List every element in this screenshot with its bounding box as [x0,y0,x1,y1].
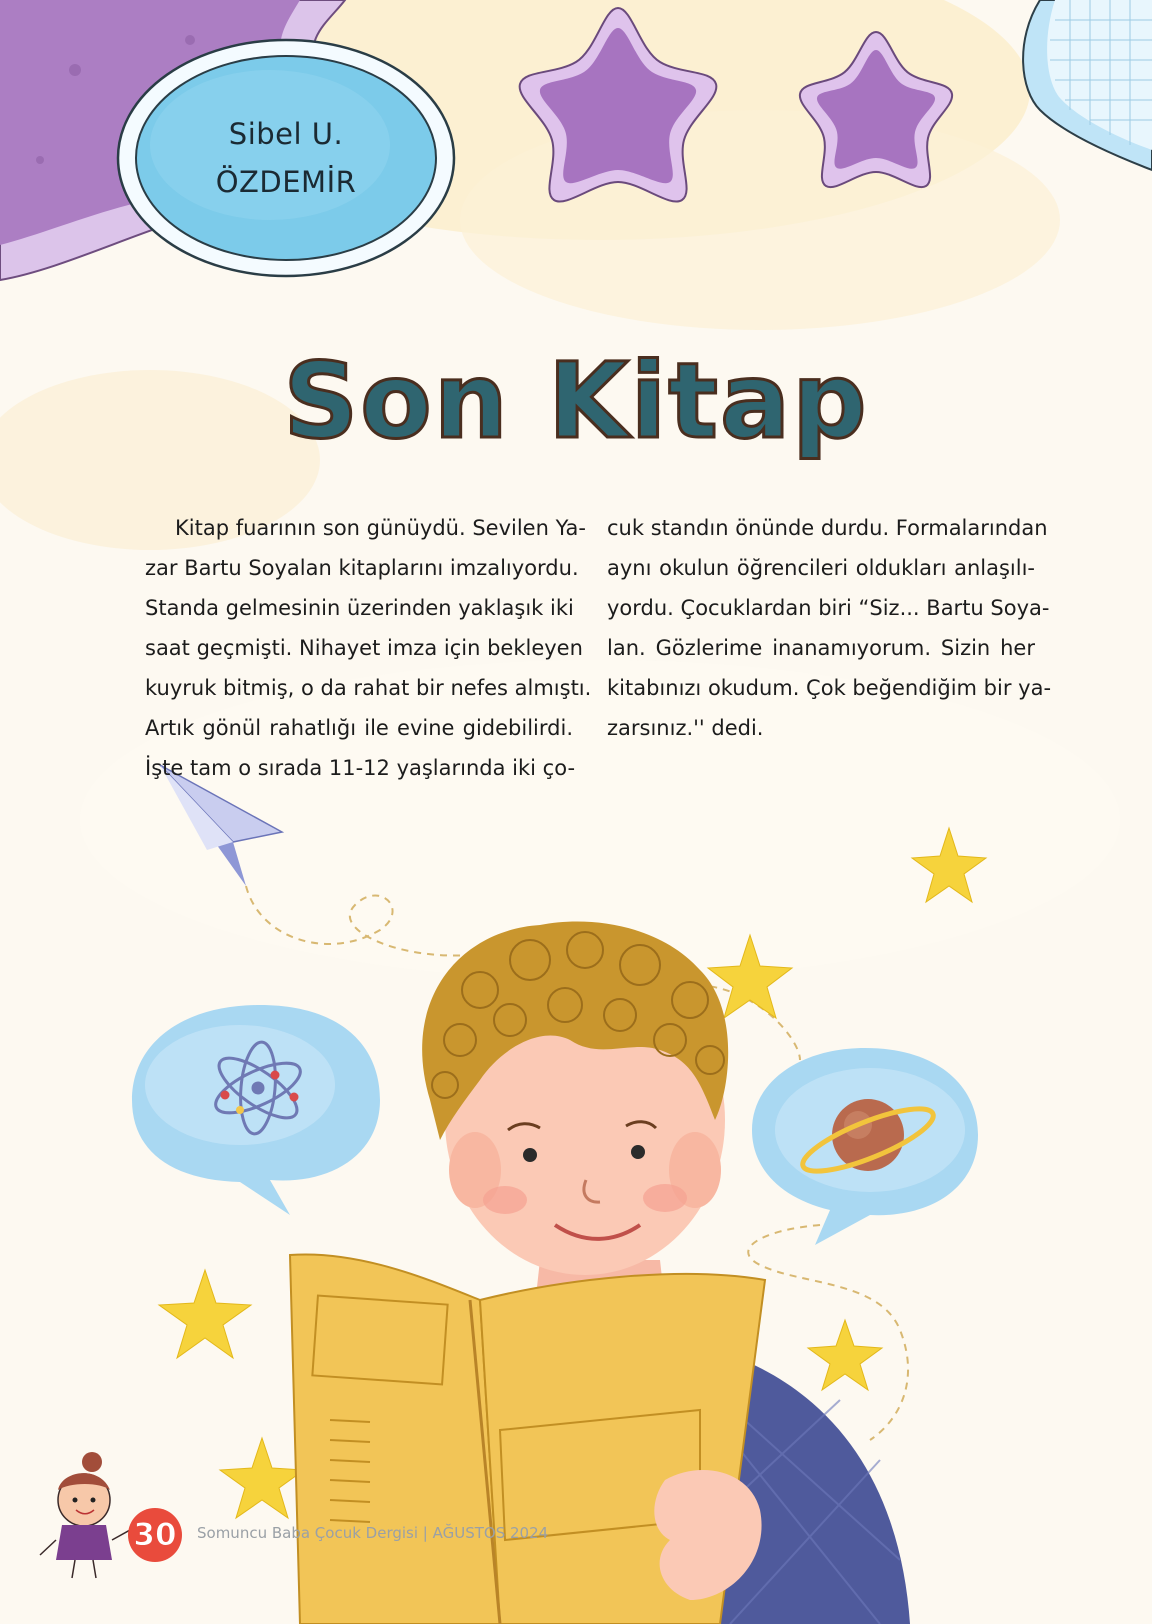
speech-bubble-left [132,1005,380,1215]
story-line: Kitap fuarının son günüydü. Sevilen Ya- [175,516,586,540]
story-line: lan. Gözlerime inanamıyorum. Sizin her [607,636,1035,660]
story-line: aynı okulun öğrencileri oldukları anlaşılı- [607,556,1035,580]
story-line: kitabınızı okudum. Çok beğendiğim bir ya- [607,676,1052,700]
yellow-star-icon [220,1438,304,1518]
page-title: Son Kitap [283,340,869,462]
story-line: yordu. Çocuklardan biri “Siz... Bartu Soya- [607,596,1050,620]
reading-boy-illustration [290,921,910,1624]
page-number: 30 [133,1517,177,1553]
story-line: Standa gelmesinin üzerinden yaklaşık iki [145,596,574,620]
author-name [120,42,452,274]
story-line: Artık gönül rahatlığı ile evine gidebilirdi. [145,716,573,740]
mascot-girl-icon [40,1452,130,1578]
yellow-star-icon [808,1320,882,1390]
story-column-left [145,508,592,788]
magazine-footer: Somuncu Baba Çocuk Dergisi | AĞUSTOS 2024 [197,1524,549,1542]
story-line: İşte tam o sırada 11-12 yaşlarında iki ço- [145,756,576,780]
story-line: kuyruk bitmiş, o da rahat bir nefes almıştı. [145,676,592,700]
grid-card-top-right [1023,0,1152,170]
story-column-right [607,508,1052,748]
author-first-name: Sibel U. [228,117,344,151]
story-line: zarsınız.'' dedi. [607,716,764,740]
yellow-star-icon [159,1270,251,1358]
author-last-name: ÖZDEMİR [215,165,357,199]
story-line: zar Bartu Soyalan kitaplarını imzalıyordu. [145,556,579,580]
story-line: saat geçmişti. Nihayet imza için bekleyen [145,636,583,660]
story-line: cuk standın önünde durdu. Formalarından [607,516,1048,540]
